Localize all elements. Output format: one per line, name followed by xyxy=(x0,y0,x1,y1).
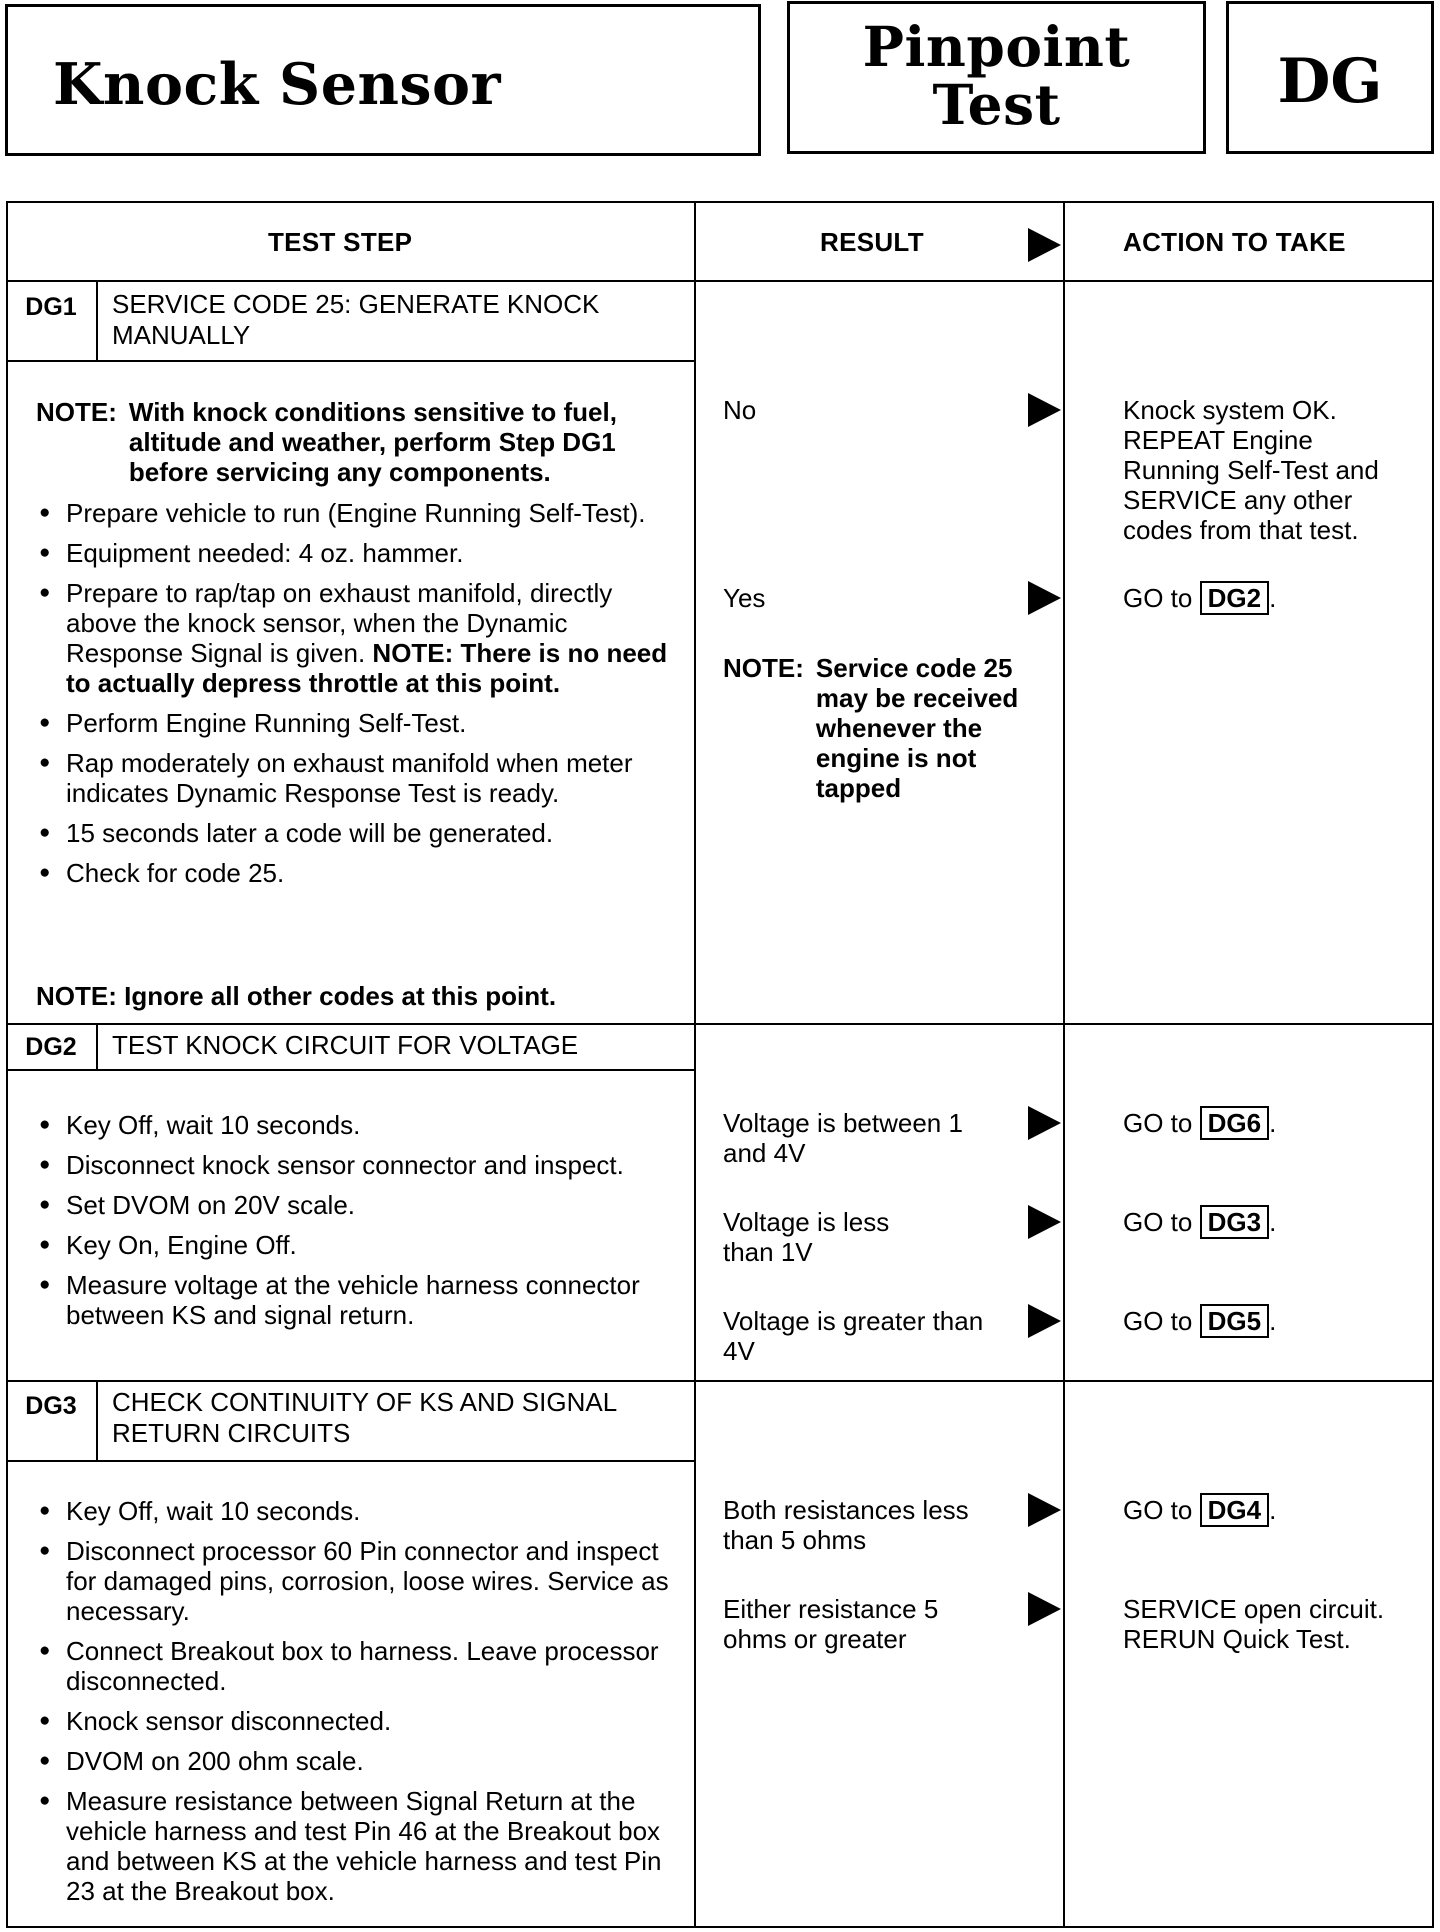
step-reference-dg5[interactable]: DG5 xyxy=(1200,1304,1269,1338)
step-reference-dg2[interactable]: DG2 xyxy=(1200,581,1269,615)
list-item: ● Prepare to rap/tap on exhaust manifold, directly above the knock sensor, when the Dynamic Response Signal is given. NOTE: There is no need to actually depress throttle at this point. xyxy=(36,578,686,698)
dg2-result-less: Voltage is less than 1V xyxy=(723,1207,890,1267)
header-title-box xyxy=(5,4,761,156)
step-reference-dg3[interactable]: DG3 xyxy=(1200,1205,1269,1239)
dg2-result-between: Voltage is between 1 and 4V xyxy=(723,1108,963,1168)
arrow-right-icon xyxy=(1028,228,1061,262)
dg2-action-2: GO to DG3 . xyxy=(1123,1207,1277,1237)
step-id-divider xyxy=(96,282,98,362)
arrow-right-icon xyxy=(1028,1106,1061,1140)
arrow-right-icon xyxy=(1028,1493,1061,1527)
list-item: ● Knock sensor disconnected. xyxy=(36,1706,676,1736)
step-reference-dg6[interactable]: DG6 xyxy=(1200,1106,1269,1140)
dg2-result-greater: Voltage is greater than 4V xyxy=(723,1306,984,1366)
note-label: NOTE: xyxy=(723,653,804,683)
list-item: ● Measure voltage at the vehicle harness connector between KS and signal return. xyxy=(36,1270,696,1330)
arrow-right-icon xyxy=(1028,1205,1061,1239)
arrow-right-icon xyxy=(1028,1304,1061,1338)
dg3-result-less: Both resistances less than 5 ohms xyxy=(723,1495,969,1555)
list-item: ● Connect Breakout box to harness. Leave processor disconnected. xyxy=(36,1636,676,1696)
step-title-dg2: TEST KNOCK CIRCUIT FOR VOLTAGE xyxy=(112,1030,579,1060)
step-reference-dg4[interactable]: DG4 xyxy=(1200,1493,1269,1527)
arrow-right-icon xyxy=(1028,581,1061,615)
dg2-action-1: GO to DG6 . xyxy=(1123,1108,1277,1138)
dg2-step-list xyxy=(36,1110,696,1340)
note-text: Service code 25 may be received whenever the engine is not tapped xyxy=(815,653,1019,803)
list-item: ● Measure resistance between Signal Return at the vehicle harness and test Pin 46 at the Breakout box and between KS at the vehicle harness and test Pin 23 at the Breakout box. xyxy=(36,1786,676,1906)
dg1-result-note xyxy=(723,653,1023,803)
list-item: ● DVOM on 200 ohm scale. xyxy=(36,1746,676,1776)
note-label: NOTE: xyxy=(36,397,117,427)
test-code: DG xyxy=(1277,46,1383,117)
pinpoint-label-line2: Test xyxy=(932,72,1061,137)
arrow-right-icon xyxy=(1028,393,1061,427)
dg1-action-yes: GO to DG2 . xyxy=(1123,583,1277,613)
column-header-result: RESULT xyxy=(820,227,924,257)
list-item: ● Equipment needed: 4 oz. hammer. xyxy=(36,538,686,568)
column-header-test-step: TEST STEP xyxy=(268,227,413,257)
step-divider xyxy=(8,1380,1432,1382)
step-id-divider xyxy=(96,1025,98,1071)
list-item: ● Perform Engine Running Self-Test. xyxy=(36,708,686,738)
step-divider xyxy=(8,1023,1432,1025)
dg1-note-ignore: NOTE: Ignore all other codes at this point. xyxy=(36,981,557,1011)
step-title-underline xyxy=(8,1460,694,1462)
dg1-result-no: No xyxy=(723,395,757,425)
dg1-result-yes: Yes xyxy=(723,583,766,613)
list-item: ● Key Off, wait 10 seconds. xyxy=(36,1110,696,1140)
dg1-note-fuel xyxy=(36,397,681,487)
header-row-divider xyxy=(8,280,1432,282)
step-title-underline xyxy=(8,360,694,362)
dg3-action-1: GO to DG4 . xyxy=(1123,1495,1277,1525)
column-divider-action xyxy=(1063,203,1065,1926)
inline-note: NOTE: There is no need to actually depress throttle at this point. xyxy=(66,638,668,698)
step-title-underline xyxy=(8,1069,694,1071)
list-item: ● Check for code 25. xyxy=(36,858,686,888)
pinpoint-test-table xyxy=(6,201,1434,1928)
column-divider-result xyxy=(694,203,696,1926)
header-code-box xyxy=(1226,1,1434,154)
dg2-action-3: GO to DG5 . xyxy=(1123,1306,1277,1336)
list-item: ● Set DVOM on 20V scale. xyxy=(36,1190,696,1220)
step-id-dg1: DG1 xyxy=(25,293,77,321)
note-text: With knock conditions sensitive to fuel, altitude and weather, perform Step DG1 before servicing any components. xyxy=(128,397,617,487)
list-item: ● Prepare vehicle to run (Engine Running Self-Test). xyxy=(36,498,686,528)
pinpoint-label-line1: Pinpoint xyxy=(862,14,1131,79)
arrow-right-icon xyxy=(1028,1592,1061,1626)
list-item: ● Disconnect knock sensor connector and inspect. xyxy=(36,1150,696,1180)
step-id-dg3: DG3 xyxy=(25,1392,77,1420)
page-title: Knock Sensor xyxy=(53,51,502,118)
step-id-divider xyxy=(96,1382,98,1462)
step-title-dg1: SERVICE CODE 25: GENERATE KNOCK MANUALLY xyxy=(112,289,600,350)
dg3-step-list xyxy=(36,1496,676,1916)
step-id-dg2: DG2 xyxy=(25,1033,77,1061)
dg3-action-2: SERVICE open circuit. RERUN Quick Test. xyxy=(1123,1594,1385,1654)
list-item: ● Disconnect processor 60 Pin connector and inspect for damaged pins, corrosion, loose wires. Service as necessary. xyxy=(36,1536,676,1626)
list-item: ● 15 seconds later a code will be generated. xyxy=(36,818,686,848)
list-item: ● Key On, Engine Off. xyxy=(36,1230,696,1260)
header-pinpoint-box xyxy=(787,1,1206,154)
step-title-dg3: CHECK CONTINUITY OF KS AND SIGNAL RETURN CIRCUITS xyxy=(112,1387,617,1448)
dg3-result-greater: Either resistance 5 ohms or greater xyxy=(723,1594,939,1654)
list-item: ● Key Off, wait 10 seconds. xyxy=(36,1496,676,1526)
list-item: ● Rap moderately on exhaust manifold when meter indicates Dynamic Response Test is ready. xyxy=(36,748,686,808)
dg1-action-no: Knock system OK. REPEAT Engine Running Self-Test and SERVICE any other codes from that test. xyxy=(1123,395,1379,545)
column-header-action: ACTION TO TAKE xyxy=(1123,227,1346,257)
dg1-step-list xyxy=(36,498,686,898)
